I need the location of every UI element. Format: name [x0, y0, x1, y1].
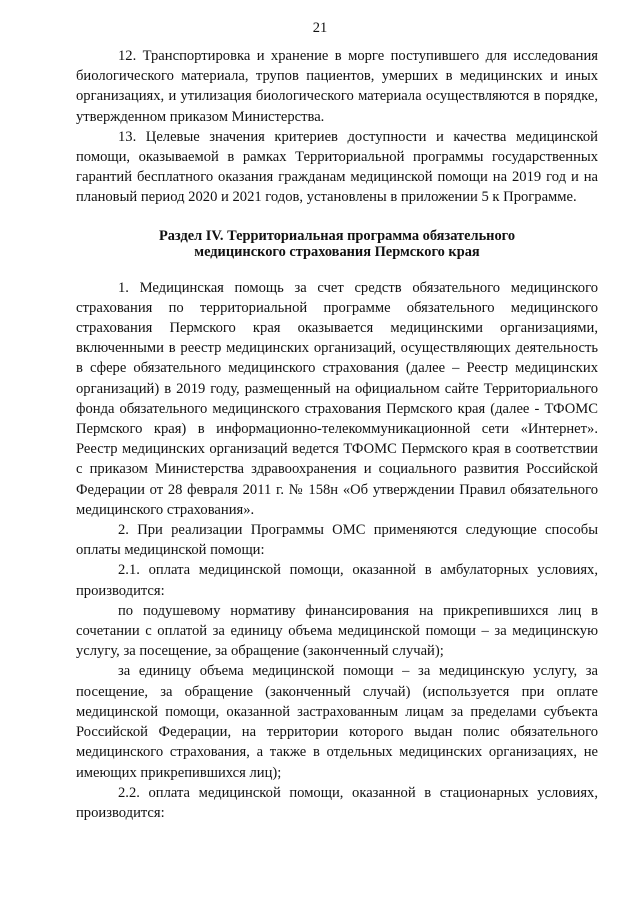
paragraph-item-13: 13. Целевые значения критериев доступности и качества медицинской помощи, оказываемой в рамках Территориальной программы государственных гарантий бесплатного оказания гражданам медицинской помощи на 2019 год и на плановый период 2020 и 2021 годов, установлены в приложении 5 к Программе. — [76, 128, 598, 206]
paragraph-item-2: 2. При реализации Программы ОМС применяются следующие способы оплаты медицинской помощи: — [76, 522, 598, 559]
section-heading-line-1: Раздел IV. Территориальная программа обязательного — [158, 227, 516, 244]
document-body — [76, 46, 598, 823]
paragraph-per-capita: по подушевому нормативу финансирования на прикрепившихся лиц в сочетании с оплатой за единицу объема медицинской помощи – за медицинскую услугу, за посещение, за обращение (законченный случай); — [76, 602, 598, 660]
paragraph-item-1: 1. Медицинская помощь за счет средств обязательного медицинского страхования по территориальной программе обязательного медицинского страхования Пермского края оказывается медицинскими организациями, включенными в реестр медицинских организаций, осуществляющих деятельность в сфере обязательного медицинского страхования (далее – Реестр медицинских организаций) в 2019 году, размещенный на официальном сайте Территориального фонда обязательного медицинского страхования Пермского края (далее - ТФОМС Пермского края) в информационно-телекоммуникационной сети «Интернет». Реестр медицинских организаций ведется ТФОМС Пермского края в соответствии с приказом Министерства здравоохранения и социального развития Российской Федерации от 28 февраля 2011 г. № 158н «Об утверждении Правил обязательного медицинского страхования». — [76, 279, 598, 518]
paragraph-item-2-2: 2.2. оплата медицинской помощи, оказанной в стационарных условиях, производится: — [76, 784, 598, 821]
paragraph-item-12: 12. Транспортировка и хранение в морге поступившего для исследования биологического материала, трупов пациентов, умерших в медицинских и иных организациях, и утилизация биологического материала осуществляются в порядке, утвержденном приказом Министерства. — [76, 48, 598, 125]
paragraph-item-2-1: 2.1. оплата медицинской помощи, оказанной в амбулаторных условиях, производится: — [76, 562, 598, 599]
section-heading-line-2: медицинского страхования Пермского края — [194, 243, 480, 260]
page-number: 21 — [312, 20, 328, 36]
paragraph-per-unit: за единицу объема медицинской помощи – за медицинскую услугу, за посещение, за обращение (законченный случай) (используется при оплате медицинской помощи, оказанной застрахованным лицам за пределами субъекта Российской Федерации, на территории которого выдан полис обязательного медицинского страхования, а также в отдельных медицинских организациях, не имеющих прикрепившихся лиц); — [76, 663, 598, 781]
section-heading — [76, 228, 598, 260]
